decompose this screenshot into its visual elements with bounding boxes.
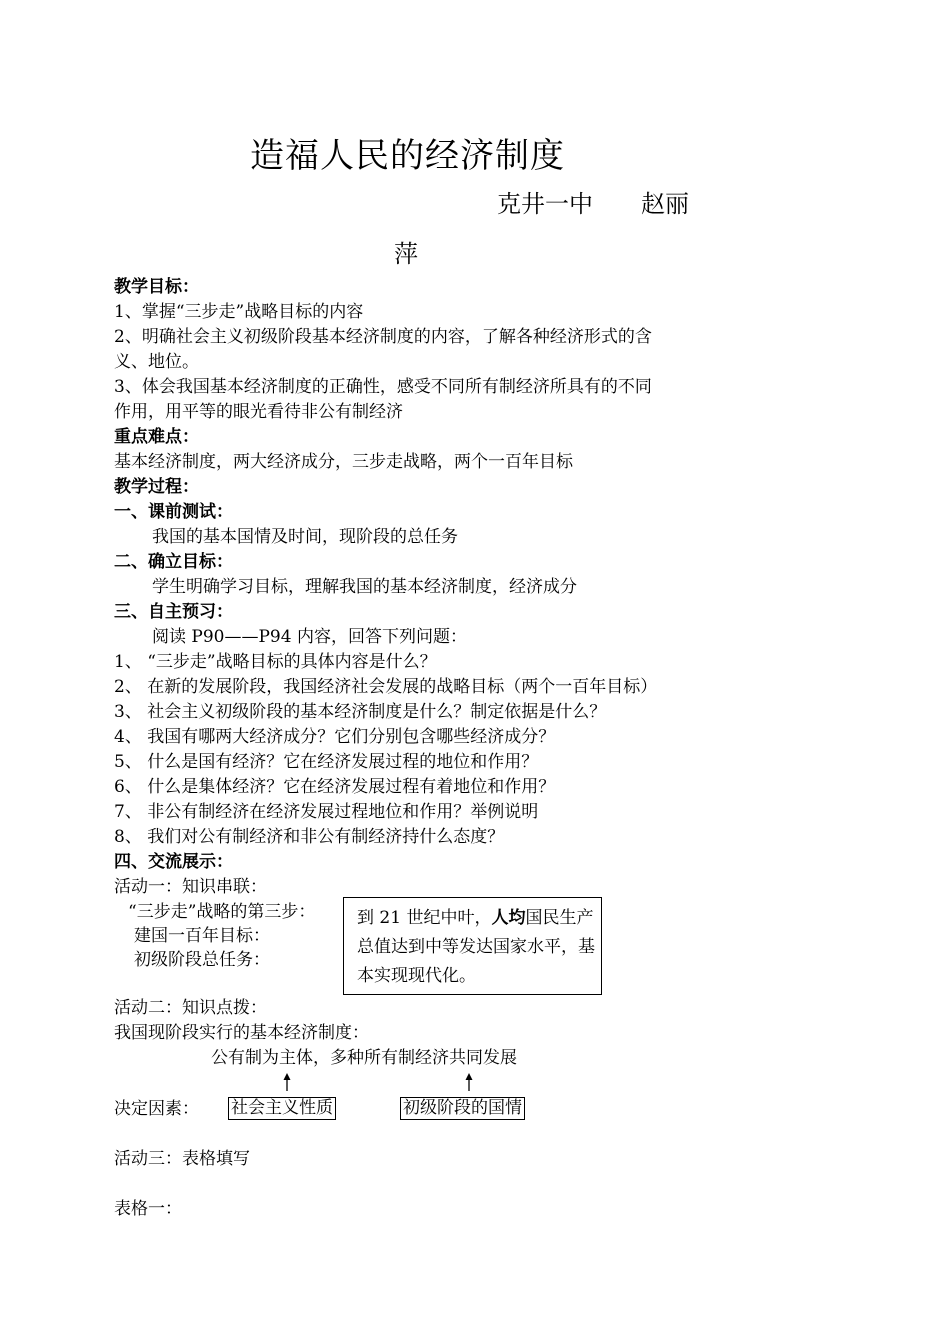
question-item: 6、 什么是集体经济？它在经济发展过程有着地位和作用？ [114, 777, 556, 797]
question-item: 4、 我国有哪两大经济成分？它们分别包含哪些经济成分？ [114, 727, 556, 747]
table-label: 表格一： [114, 1199, 182, 1219]
economic-system: 公有制为主体，多种所有制经济共同发展 [211, 1048, 517, 1068]
activity-label: “三步走”战略的第三步： [128, 902, 316, 922]
key-points-text: 基本经济制度，两大经济成分，三步走战略，两个一百年目标 [114, 452, 573, 472]
objective-item: 1、掌握“三步走”战略目标的内容 [114, 302, 364, 322]
answer-text-prefix: 到 21 世纪中叶， [357, 908, 492, 928]
factor-box: 初级阶段的国情 [400, 1097, 525, 1120]
activity-heading: 活动三：表格填写 [114, 1149, 250, 1169]
activity-intro: 我国现阶段实行的基本经济制度： [114, 1023, 369, 1043]
author-line: 克井一中 赵丽 [497, 190, 689, 218]
author-line-continued: 萍 [394, 240, 418, 268]
objective-item: 3、体会我国基本经济制度的正确性，感受不同所有制经济所具有的不同 [114, 377, 652, 397]
section-text: 学生明确学习目标，理解我国的基本经济制度，经济成分 [152, 577, 577, 597]
question-item: 2、 在新的发展阶段，我国经济社会发展的战略目标（两个一百年目标） [114, 677, 658, 697]
page-title: 造福人民的经济制度 [250, 136, 565, 176]
answer-text-emphasis: 人均 [491, 908, 526, 928]
question-item: 8、 我们对公有制经济和非公有制经济持什么态度？ [114, 827, 505, 847]
section-heading: 二、确立目标： [114, 552, 233, 572]
question-item: 1、 “三步走”战略目标的具体内容是什么？ [114, 652, 437, 672]
process-heading: 教学过程： [114, 477, 199, 497]
question-item: 3、 社会主义初级阶段的基本经济制度是什么？制定依据是什么？ [114, 702, 607, 722]
section-heading: 一、课前测试： [114, 502, 233, 522]
activity-heading: 活动二：知识点拨： [114, 998, 267, 1018]
question-item: 5、 什么是国有经济？它在经济发展过程的地位和作用？ [114, 752, 539, 772]
section-heading: 三、自主预习： [114, 602, 233, 622]
section-text: 阅读 P90——P94 内容，回答下列问题： [152, 627, 467, 647]
key-points-heading: 重点难点： [114, 427, 199, 447]
objective-item-continued: 义、地位。 [114, 352, 199, 372]
factors-label: 决定因素： [114, 1099, 199, 1119]
objective-item: 2、明确社会主义初级阶段基本经济制度的内容，了解各种经济形式的含 [114, 327, 652, 347]
arrow-up-icon [282, 1072, 292, 1092]
answer-box-text [357, 904, 595, 991]
question-item: 7、 非公有制经济在经济发展过程地位和作用？举例说明 [114, 802, 539, 822]
answer-text-suffix: 国民生产总值达到中等发达国家水平，基本实现现代化。 [357, 908, 595, 986]
arrow-up-icon [464, 1072, 474, 1092]
activity-label: 建国一百年目标： [134, 926, 270, 946]
activity-label: 初级阶段总任务： [134, 950, 270, 970]
objective-item-continued: 作用，用平等的眼光看待非公有制经济 [114, 402, 403, 422]
activity-heading: 活动一：知识串联： [114, 877, 267, 897]
section-heading: 四、交流展示： [114, 852, 233, 872]
factor-box: 社会主义性质 [228, 1097, 336, 1120]
section-text: 我国的基本国情及时间，现阶段的总任务 [152, 527, 458, 547]
objectives-heading: 教学目标： [114, 277, 199, 297]
